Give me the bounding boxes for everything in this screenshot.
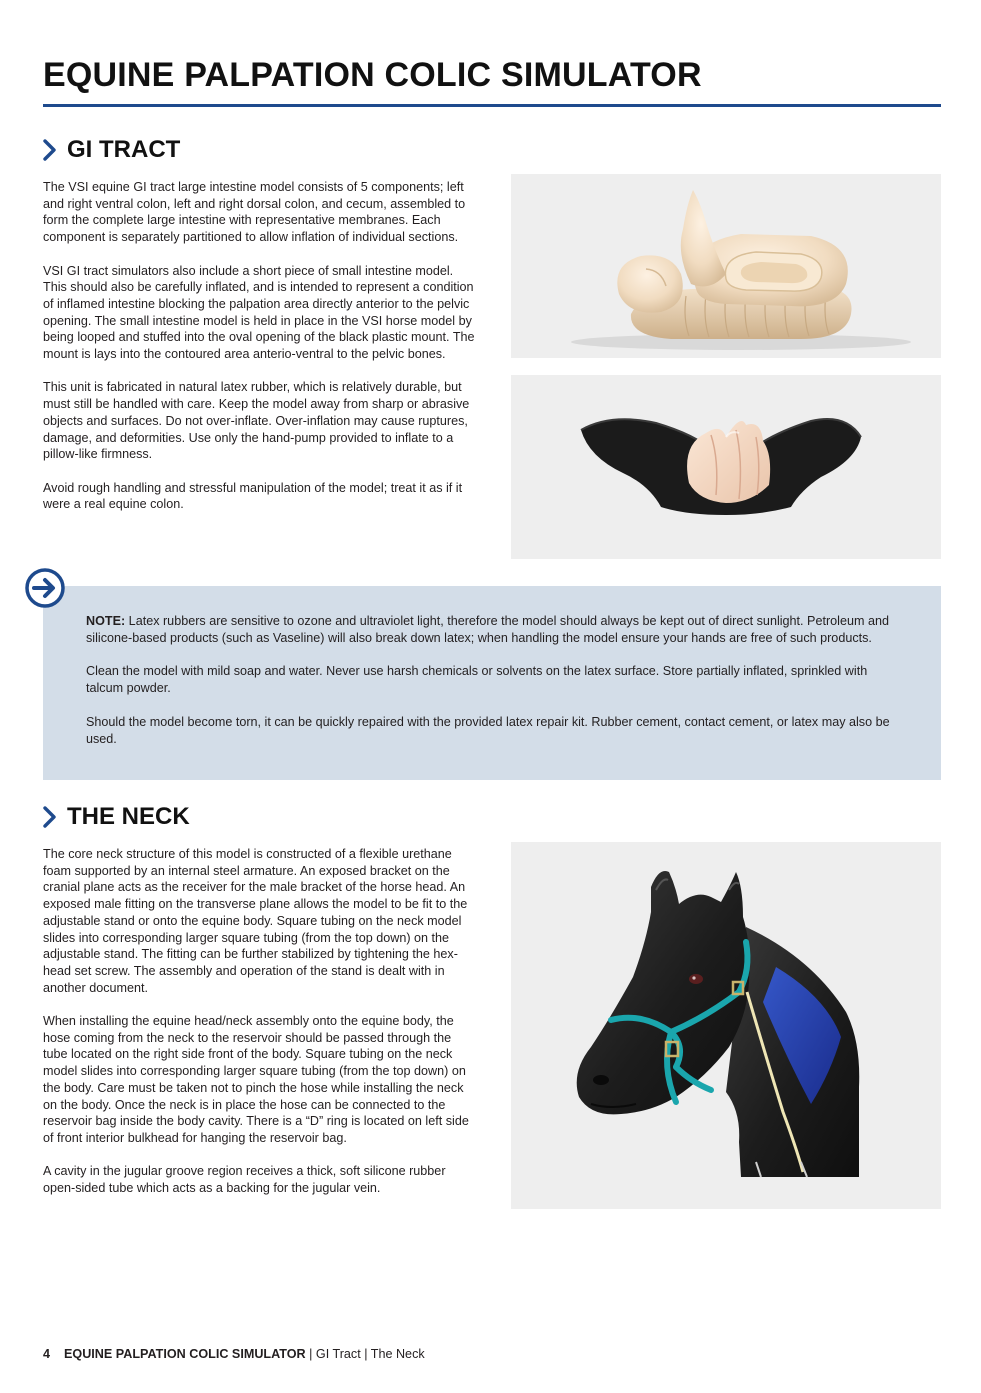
page-title: EQUINE PALPATION COLIC SIMULATOR: [43, 56, 702, 94]
section-title: GI TRACT: [67, 136, 181, 163]
chevron-right-icon: [43, 806, 57, 828]
footer-section-gi-tract: GI Tract: [315, 1347, 361, 1361]
large-intestine-photo: [511, 174, 941, 358]
paragraph: This unit is fabricated in natural latex rubber, which is relatively durable, but must still be handled with care. Keep the model away from sharp or abrasive objects and surfaces. Do not over-inflate. Over-inflation may cause ruptures, damage, and deformities. Use only the hand-pump provided to inflate to a pillow-like firmness.: [43, 380, 470, 462]
note-box: [43, 586, 941, 780]
paragraph: Avoid rough handling and stressful manipulation of the model; treat it as if it were a real equine colon.: [43, 480, 463, 512]
chevron-right-icon: [43, 139, 57, 161]
footer-section-the-neck: The Neck: [370, 1347, 425, 1361]
footer: [43, 1347, 425, 1361]
paragraph: The core neck structure of this model is constructed of a flexible urethane foam supported by an internal steel armature. An exposed bracket on the cranial plane acts as the receiver for the male bracket of the horse head. An exposed male fitting on the transverse plane allows the model to be fit to the adjustable stand or onto the equine body. Square tubing on the neck model slides into corresponding larger square tubing (from the top down) on the adjustable stand. The fitting can be further stabilized by tightening the hex-head set screw. The assembly and operation of the stand is dealt with in another document.: [43, 847, 468, 995]
section-heading-the-neck: [43, 802, 190, 832]
arrow-circle-icon: [25, 568, 65, 608]
paragraph: The VSI equine GI tract large intestine model consists of 5 components; left and right ventral colon, left and right dorsal colon, and cecum, assembled to form the complete large intestine with representative membranes. Each component is separately partitioned to allow inflation of individual sections.: [43, 180, 466, 245]
paragraph: VSI GI tract simulators also include a short piece of small intestine model. This should also be carefully inflated, and is intended to represent a condition of inflamed intestine blocking the palpation area directly anterior to the pelvic opening. The small intestine model is held in place in the VSI horse model by being looped and stuffed into the oval opening of the black plastic mount. The mount is lays into the contoured area anterio-ventral to the pelvic bones.: [43, 263, 475, 362]
section-title: THE NECK: [67, 803, 190, 830]
page-number: 4: [43, 1347, 51, 1361]
note-label: NOTE:: [86, 614, 126, 628]
gi-tract-text: [43, 179, 475, 530]
footer-doc-title: EQUINE PALPATION COLIC SIMULATOR: [64, 1347, 306, 1361]
note-paragraph: Clean the model with mild soap and water. Never use harsh chemicals or solvents on the latex surface. Store partially inflated, sprinkled with talcum powder.: [86, 664, 868, 696]
title-rule: [43, 104, 941, 107]
note-paragraph: [86, 613, 905, 646]
neck-text: [43, 846, 475, 1213]
footer-separator: |: [305, 1347, 316, 1361]
note-paragraph: Should the model become torn, it can be quickly repaired with the provided latex repair kit. Rubber cement, contact cement, or latex may also be used.: [86, 714, 890, 746]
paragraph: A cavity in the jugular groove region receives a thick, soft silicone rubber open-sided tube which acts as a backing for the jugular vein.: [43, 1164, 446, 1196]
footer-separator: |: [360, 1347, 371, 1361]
paragraph: When installing the equine head/neck assembly onto the equine body, the hose coming from the neck to the reservoir should be passed through the tube located on the right side front of the body. Square tubing on the neck model slides into corresponding larger square tubing (from the top down) on the body. Care must be taken not to pinch the hose while installing the neck on the body. Once the neck is in place the hose can be connected to the reservoir bag inside the body cavity. There is a “D” ring is located on left side of front interior bulkhead for hanging the reservoir bag.: [43, 1014, 469, 1145]
section-heading-gi-tract: [43, 135, 180, 165]
note-text: Latex rubbers are sensitive to ozone and ultraviolet light, therefore the model should always be kept out of direct sunlight. Petroleum and silicone-based products (such as Vaseline) will also break down latex; when handling the model ensure your hands are free of such products.: [86, 614, 889, 645]
horse-head-neck-photo: [511, 842, 941, 1209]
small-intestine-mount-photo: [511, 375, 941, 559]
